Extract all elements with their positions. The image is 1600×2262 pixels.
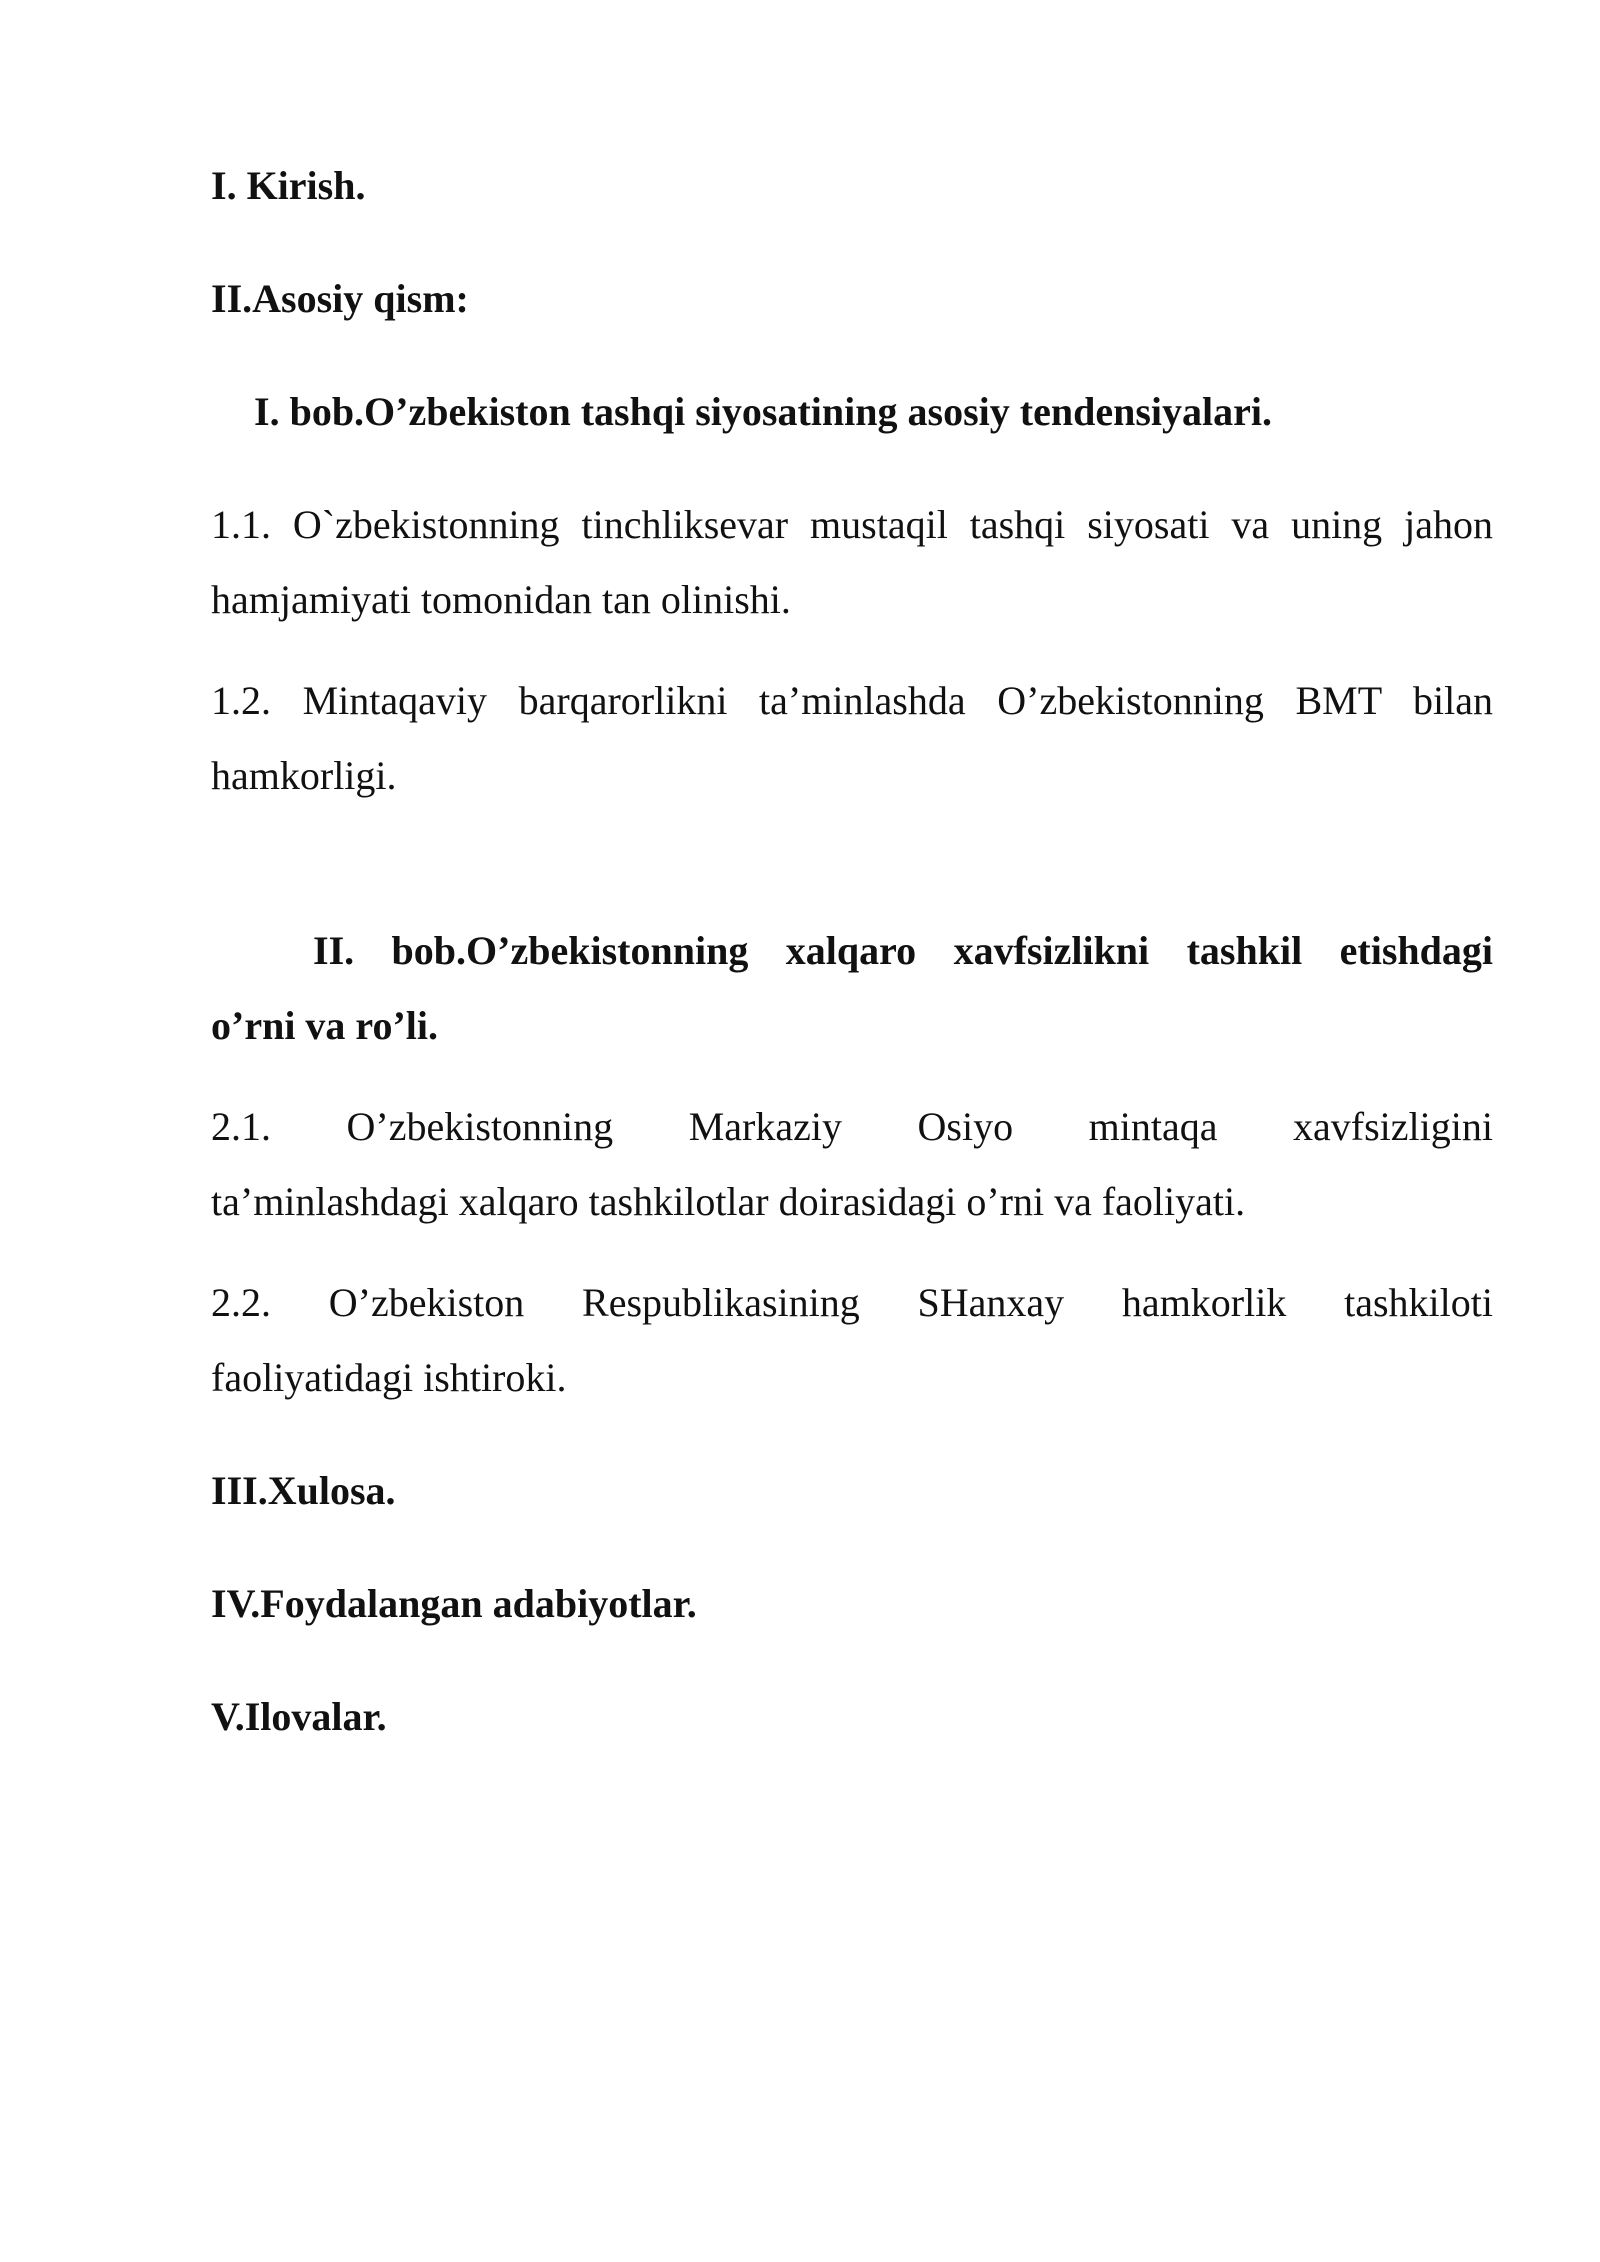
toc-references: IV.Foydalangan adabiyotlar. <box>211 1581 697 1626</box>
chapter2-title-line2: o’rni va ro’li. <box>211 1003 439 1048</box>
chapter1-title: I. bob.O’zbekiston tashqi siyosatining asosiy tendensiyalari. <box>254 389 1272 434</box>
chapter2-title-line1: II. bob.O’zbekistonning xalqaro xavfsizlikni tashkil etishdagi <box>313 928 1493 973</box>
toc-main-part: II.Asosiy qism: <box>211 276 469 321</box>
section-2-1 <box>211 1089 1493 1239</box>
section-2-1-line2: ta’minlashdagi xalqaro tashkilotlar doirasidagi o’rni va faoliyati. <box>211 1179 1246 1224</box>
section-1-2 <box>211 663 1493 813</box>
section-2-2-line2: faoliyatidagi ishtiroki. <box>211 1355 567 1400</box>
section-1-1-line2: hamjamiyati tomonidan tan olinishi. <box>211 577 791 622</box>
section-1-2-line2: hamkorligi. <box>211 753 397 798</box>
section-2-2 <box>211 1265 1493 1415</box>
toc-appendices: V.Ilovalar. <box>211 1694 387 1739</box>
section-1-1-line1: 1.1. O`zbekistonning tinchliksevar mustaqil tashqi siyosati va uning jahon <box>211 502 1493 547</box>
section-1-1 <box>211 487 1493 637</box>
toc-conclusion: III.Xulosa. <box>211 1468 396 1513</box>
section-2-1-line1: 2.1. O’zbekistonning Markaziy Osiyo mintaqa xavfsizligini <box>211 1104 1493 1149</box>
chapter2-title <box>211 913 1493 1063</box>
toc-intro: I. Kirish. <box>211 163 366 208</box>
section-2-2-line1: 2.2. O’zbekiston Respublikasining SHanxay hamkorlik tashkiloti <box>211 1280 1493 1325</box>
table-of-contents <box>211 148 1493 1754</box>
section-1-2-line1: 1.2. Mintaqaviy barqarorlikni ta’minlashda O’zbekistonning BMT bilan <box>211 678 1493 723</box>
